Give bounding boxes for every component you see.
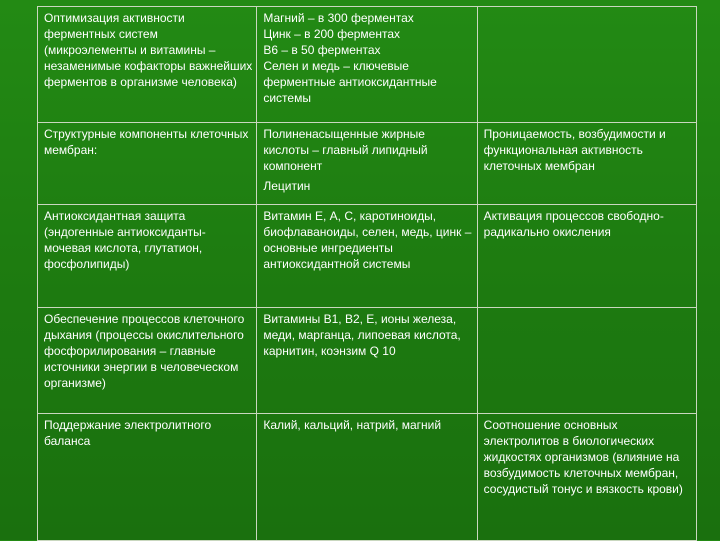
table-row [38, 7, 697, 123]
ingredients-cell [257, 7, 477, 123]
ingredient-line: В6 – в 50 ферментах [263, 43, 381, 57]
table-row [38, 205, 697, 308]
ingredients-cell: Калий, кальций, натрий, магний [257, 414, 477, 541]
ingredient-line: Лецитин [263, 178, 311, 193]
table-row [38, 122, 697, 204]
effect-cell: Соотношение основных электролитов в биологических жидкостях организмов (влияние на возбудимость клеточных мембран, сосудистый тонус и вязкость крови) [477, 414, 696, 541]
ingredients-cell [257, 122, 477, 204]
function-cell: Обеспечение процессов клеточного дыхания (процессы окислительного фосфорилирования – главные источники энергии в человеческом организме) [38, 307, 257, 414]
table-row [38, 307, 697, 414]
effect-cell [477, 7, 696, 123]
effect-cell: Активация процессов свободно-радикально окисления [477, 205, 696, 308]
function-cell: Структурные компоненты клеточных мембран: [38, 122, 257, 204]
function-cell: Поддержание электролитного баланса [38, 414, 257, 541]
function-cell: Антиоксидантная защита (эндогенные антиоксиданты-мочевая кислота, глутатион, фосфолипиды) [38, 205, 257, 308]
effect-cell: Проницаемость, возбудимости и функциональная активность клеточных мембран [477, 122, 696, 204]
ingredients-cell: Витамины В1, В2, Е, ионы железа, меди, марганца, липоевая кислота, карнитин, коэнзим Q 10 [257, 307, 477, 414]
table-row [38, 414, 697, 541]
ingredient-line: Селен и медь – ключевые ферментные антиоксидантные системы [263, 59, 437, 105]
function-cell: Оптимизация активности ферментных систем (микроэлементы и витамины – незаменимые кофакторы важнейших ферментов в организме человека) [38, 7, 257, 123]
functions-table [37, 6, 697, 541]
ingredients-cell: Витамин Е, А, С, каротиноиды, биофлаваноиды, селен, медь, цинк – основные ингредиенты антиоксидантной системы [257, 205, 477, 308]
ingredient-line: Магний – в 300 ферментах [263, 11, 414, 25]
ingredient-line: Полиненасыщенные жирные кислоты – главный липидный компонент [263, 126, 428, 173]
ingredient-line: Цинк – в 200 ферментах [263, 27, 400, 41]
effect-cell [477, 307, 696, 414]
